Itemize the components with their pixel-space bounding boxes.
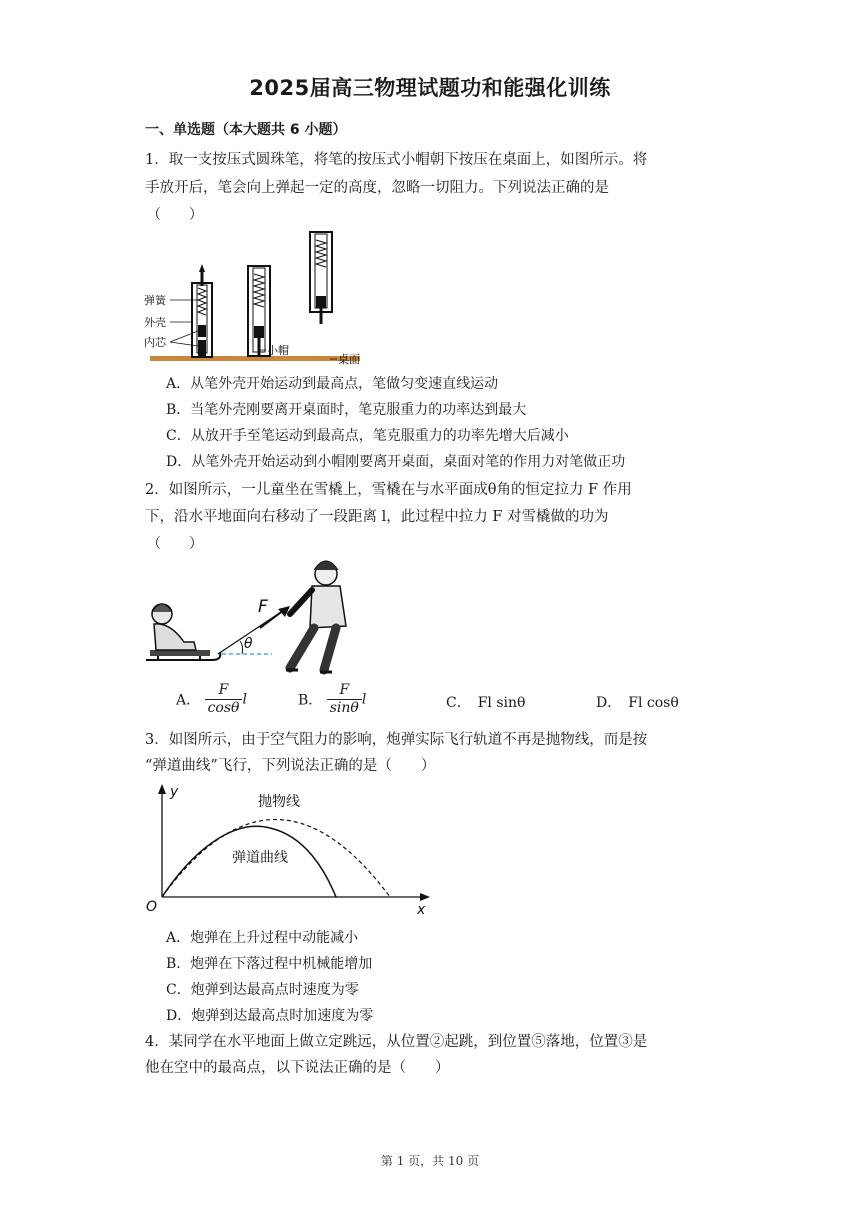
label-cap: 小帽 (267, 344, 289, 357)
pen-flying (310, 232, 332, 324)
q2-option-b: B． $\frac{F}{\sin\theta}$ l (298, 682, 367, 716)
label-shell: 外壳 (144, 316, 166, 329)
q1-stem-line2: 手放开后，笔会向上弹起一定的高度，忽略一切阻力。下列说法正确的是 (145, 180, 609, 196)
label-desk: 桌面 (338, 353, 360, 366)
page-footer: 第 1 页，共 10 页 (380, 1154, 480, 1168)
x-axis-label: x (417, 902, 426, 918)
q3-trajectory-figure (140, 780, 440, 920)
q2-option-a: A． $\frac{F}{\cos\theta}$ l (176, 682, 247, 716)
q4-stem-line2: 他在空中的最高点，以下说法正确的是（ ） (145, 1060, 450, 1076)
y-axis-label: y (170, 784, 179, 800)
q3-option-c: C．炮弹到达最高点时速度为零 (166, 982, 359, 998)
q1-answer-paren: （ ） (147, 207, 203, 223)
q3-stem-line1: 3．如图所示，由于空气阻力的影响，炮弹实际飞行轨道不再是抛物线，而是按 (145, 732, 648, 748)
q2-sled-figure (140, 556, 360, 681)
label-spring: 弹簧 (144, 294, 166, 307)
q1-pen-figure (140, 228, 370, 370)
section-heading: 一、单选题（本大题共 6 小题） (145, 122, 347, 138)
q3-option-d: D．炮弹到达最高点时加速度为零 (166, 1008, 374, 1024)
page-title: 2025届高三物理试题功和能强化训练 (249, 76, 611, 100)
q1-option-b: B．当笔外壳刚要离开桌面时，笔克服重力的功率达到最大 (166, 402, 527, 418)
q2-option-d: D． Fl cosθ (596, 695, 679, 711)
q4-stem-line1: 4．某同学在水平地面上做立定跳远，从位置②起跳，到位置⑤落地，位置③是 (145, 1034, 648, 1050)
q2-stem-line2: 下，沿水平地面向右移动了一段距离 l，此过程中拉力 F 对雪橇做的功为 (145, 509, 609, 525)
q2-option-c: C． Fl sinθ (446, 695, 526, 711)
pen-releasing (248, 266, 270, 356)
force-label: F (258, 597, 268, 617)
label-core: 内芯 (144, 336, 166, 349)
child (152, 604, 196, 650)
q3-option-b: B．炮弹在下落过程中机械能增加 (166, 956, 373, 972)
adult (286, 561, 346, 672)
q3-option-a: A．炮弹在上升过程中动能减小 (166, 930, 359, 946)
q3-stem-line2: “弹道曲线”飞行，下列说法正确的是（ ） (145, 758, 436, 774)
pen-pressed (192, 264, 212, 357)
origin-label: O (146, 899, 158, 915)
q2-answer-paren: （ ） (147, 536, 203, 552)
angle-label: θ (244, 636, 253, 652)
ballistic-label: 弹道曲线 (232, 850, 288, 866)
parabola-label: 抛物线 (258, 794, 300, 810)
q2-stem-line1: 2．如图所示，一儿童坐在雪橇上，雪橇在与水平面成θ角的恒定拉力 F 作用 (145, 482, 632, 498)
sled (146, 650, 220, 660)
q1-option-d: D．从笔外壳开始运动到小帽刚要离开桌面，桌面对笔的作用力对笔做正功 (166, 454, 626, 470)
q1-option-c: C．从放开手至笔运动到最高点，笔克服重力的功率先增大后减小 (166, 428, 569, 444)
q1-option-a: A．从笔外壳开始运动到最高点，笔做匀变速直线运动 (166, 376, 499, 392)
q1-stem-line1: 1．取一支按压式圆珠笔，将笔的按压式小帽朝下按压在桌面上，如图所示。将 (145, 152, 648, 168)
